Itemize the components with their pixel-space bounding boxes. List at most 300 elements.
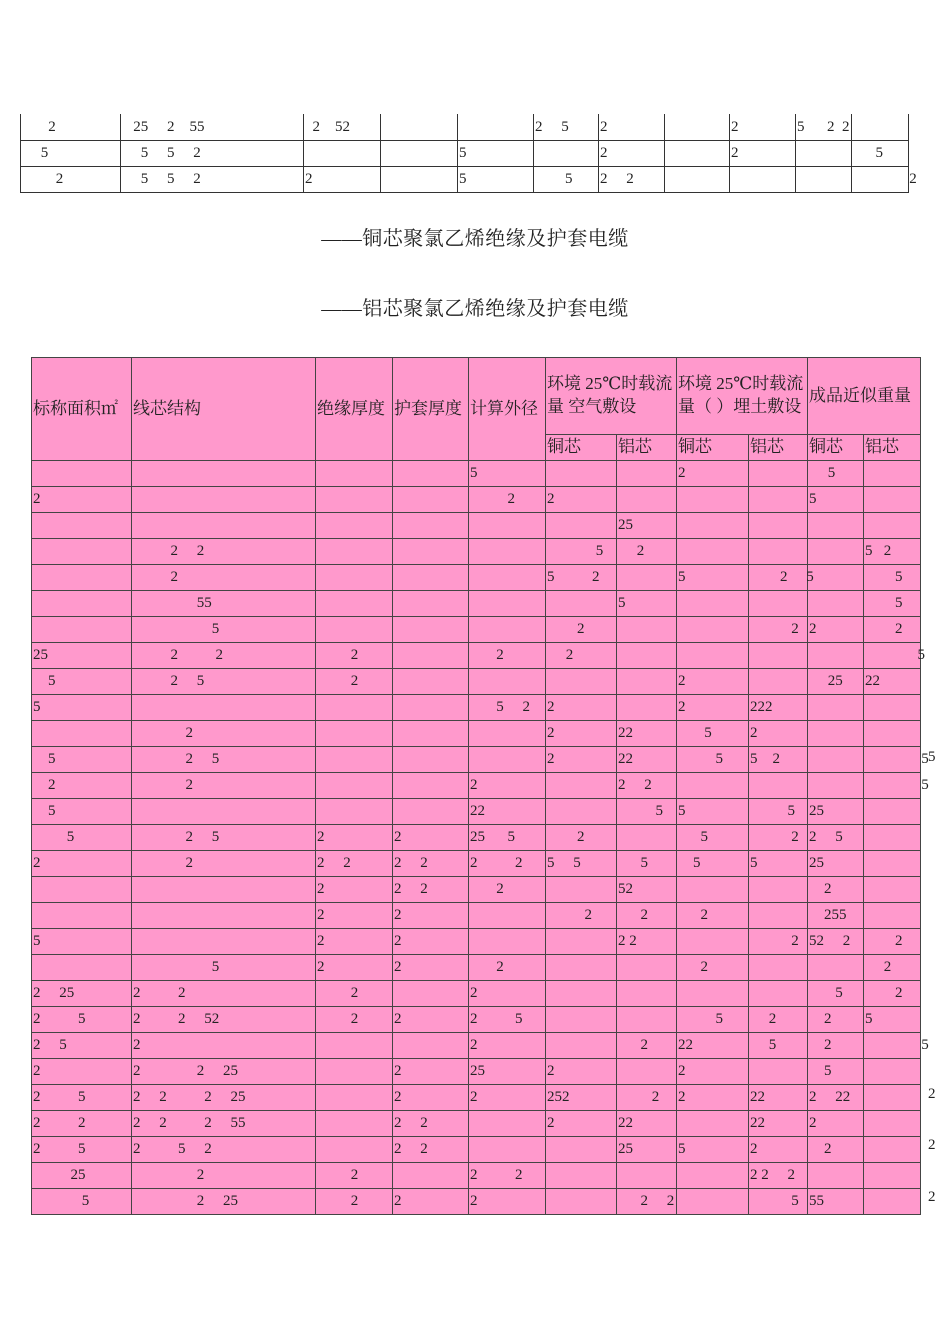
table-cell	[32, 539, 132, 565]
table-cell: 2	[316, 825, 393, 851]
table-cell: 2	[546, 1059, 617, 1085]
table-cell	[677, 1189, 749, 1215]
header-approx-weight: 成品近似重量	[808, 358, 921, 435]
table-cell	[393, 695, 469, 721]
table-cell	[677, 513, 749, 539]
top-table-cell: 5 5 2	[121, 141, 304, 167]
table-cell	[546, 1163, 617, 1189]
table-cell	[864, 825, 921, 851]
table-cell	[677, 591, 749, 617]
table-cell	[749, 487, 808, 513]
table-cell: 2	[469, 1033, 546, 1059]
table-cell: 5​2	[617, 877, 677, 903]
top-table-cell: 2	[730, 141, 796, 167]
table-cell	[316, 461, 393, 487]
table-cell: 2	[617, 539, 677, 565]
table-cell: 2	[546, 617, 617, 643]
table-cell: 2	[469, 981, 546, 1007]
table-cell: 25	[808, 851, 864, 877]
table-cell	[617, 981, 677, 1007]
table-cell: 2	[749, 721, 808, 747]
table-cell	[132, 487, 316, 513]
table-cell: 2 2 2 55	[132, 1111, 316, 1137]
table-cell: 5	[546, 539, 617, 565]
table-cell: 2 2 2 25	[132, 1085, 316, 1111]
table-cell	[469, 669, 546, 695]
table-cell	[32, 461, 132, 487]
table-cell	[132, 513, 316, 539]
table-cell: 5	[32, 929, 132, 955]
table-row	[32, 929, 921, 955]
header-ampacity-air: 环境 25℃时载流量 空气敷设	[546, 358, 677, 435]
table-cell: 5	[617, 591, 677, 617]
table-cell	[393, 487, 469, 513]
table-cell: 5	[32, 695, 132, 721]
top-table-cell	[665, 114, 730, 141]
table-cell	[864, 1189, 921, 1215]
table-row	[32, 877, 921, 903]
table-cell: 2	[32, 487, 132, 513]
table-cell	[316, 773, 393, 799]
top-table-cell: 5	[458, 141, 534, 167]
table-cell	[546, 877, 617, 903]
top-table-cell: 5 5 2	[121, 167, 304, 193]
table-cell	[808, 721, 864, 747]
table-cell	[749, 539, 808, 565]
table-cell: 2	[393, 825, 469, 851]
table-cell	[617, 955, 677, 981]
table-cell	[864, 461, 921, 487]
table-cell: 2	[393, 903, 469, 929]
table-cell: 52 2	[808, 929, 864, 955]
table-cell	[808, 955, 864, 981]
header-soil-aluminum: 铝芯	[749, 435, 808, 461]
table-cell	[546, 591, 617, 617]
table-cell: 5	[677, 747, 749, 773]
table-cell	[808, 513, 864, 539]
table-cell: 5	[808, 487, 864, 513]
table-cell	[32, 565, 132, 591]
table-cell: 2	[316, 955, 393, 981]
top-table-cell: 2	[21, 167, 121, 193]
table-cell: 5	[808, 981, 864, 1007]
table-cell: 2	[393, 1189, 469, 1215]
table-cell	[393, 539, 469, 565]
table-cell: 5	[864, 1033, 921, 1059]
table-cell: 2	[677, 903, 749, 929]
table-cell: 2	[546, 825, 617, 851]
table-cell: 2	[32, 851, 132, 877]
table-row	[32, 851, 921, 877]
table-row	[32, 799, 921, 825]
top-table-cell: 5	[534, 167, 599, 193]
table-cell	[677, 929, 749, 955]
table-cell	[393, 643, 469, 669]
table-cell: 5	[32, 747, 132, 773]
table-cell: 5	[32, 1189, 132, 1215]
table-cell: 5	[749, 799, 808, 825]
header-air-aluminum: 铝芯	[617, 435, 677, 461]
table-cell: 2	[469, 955, 546, 981]
table-cell: 5​5	[808, 1189, 864, 1215]
table-row	[32, 1163, 921, 1189]
table-cell	[749, 877, 808, 903]
table-cell: 2	[864, 955, 921, 981]
table-cell: 2	[316, 1163, 393, 1189]
table-cell: 2	[316, 903, 393, 929]
table-cell	[864, 487, 921, 513]
table-cell: 2	[546, 721, 617, 747]
table-cell: 2	[749, 929, 808, 955]
table-cell: 25	[808, 669, 864, 695]
table-cell: 5	[32, 825, 132, 851]
table-cell	[677, 487, 749, 513]
top-table-cell: 2 2	[599, 167, 665, 193]
top-table-cell: 2	[599, 114, 665, 141]
top-table-cell: 5	[458, 167, 534, 193]
table-cell: 5	[864, 1007, 921, 1033]
table-cell: 255	[808, 903, 864, 929]
table-cell	[617, 461, 677, 487]
table-cell	[546, 799, 617, 825]
table-cell	[617, 617, 677, 643]
table-cell: 2	[469, 487, 546, 513]
table-cell	[469, 721, 546, 747]
table-row	[32, 1111, 921, 1137]
table-cell: 222	[749, 695, 808, 721]
table-cell: 2 25	[32, 981, 132, 1007]
top-table-cell: 2	[599, 141, 665, 167]
table-cell: 2	[617, 1033, 677, 1059]
table-cell: 2 22	[808, 1085, 864, 1111]
table-cell	[393, 981, 469, 1007]
table-cell: 2	[546, 643, 617, 669]
table-cell: 25	[617, 513, 677, 539]
table-cell: 22	[617, 747, 677, 773]
table-cell	[617, 1059, 677, 1085]
table-cell	[749, 981, 808, 1007]
table-cell: 2	[316, 981, 393, 1007]
table-cell: 2 5	[32, 1007, 132, 1033]
table-cell: 2 2	[469, 851, 546, 877]
table-cell	[469, 929, 546, 955]
table-cell: 2 2	[132, 539, 316, 565]
table-cell	[546, 1007, 617, 1033]
caption-aluminum-cable: ——铝芯聚氯乙烯绝缘及护套电缆	[321, 298, 629, 320]
table-row	[32, 981, 921, 1007]
table-cell: 5 2	[546, 565, 617, 591]
table-cell	[316, 721, 393, 747]
table-cell: 22	[469, 799, 546, 825]
top-table-cell: 5 2 2	[796, 114, 852, 141]
table-cell	[546, 513, 617, 539]
table-cell: 2 2 2	[749, 1163, 808, 1189]
top-table-cell	[665, 167, 730, 193]
table-cell: 2	[617, 903, 677, 929]
caption-copper-cable: ——铜芯聚氯乙烯绝缘及护套电缆	[321, 228, 629, 250]
table-cell: 5	[864, 747, 921, 773]
header-calc-outer-diameter: 计算外径	[469, 358, 546, 461]
table-cell	[617, 1163, 677, 1189]
table-cell	[393, 591, 469, 617]
top-table-cell: 2	[730, 114, 796, 141]
table-cell	[132, 695, 316, 721]
table-cell: 25	[32, 1163, 132, 1189]
table-cell: 5	[749, 1033, 808, 1059]
table-cell	[808, 643, 864, 669]
table-cell: 22	[677, 1033, 749, 1059]
table-cell	[393, 669, 469, 695]
table-cell: 5	[677, 721, 749, 747]
table-cell: 2 5	[32, 1137, 132, 1163]
table-cell	[617, 825, 677, 851]
top-table-cell	[730, 167, 796, 193]
table-cell	[808, 695, 864, 721]
table-cell: 2	[469, 877, 546, 903]
table-cell: 5 5	[546, 851, 617, 877]
table-cell	[32, 955, 132, 981]
table-cell	[617, 695, 677, 721]
table-cell: 2 5 2	[132, 1137, 316, 1163]
table-cell: 2	[677, 955, 749, 981]
top-table-cell: 5	[852, 141, 909, 167]
table-cell: 25	[32, 643, 132, 669]
table-cell	[32, 513, 132, 539]
top-table-cell	[381, 114, 458, 141]
header-sheath-thickness: 护套厚度	[393, 358, 469, 461]
table-cell: 5	[617, 851, 677, 877]
table-row	[32, 487, 921, 513]
table-cell: 2	[677, 1085, 749, 1111]
table-cell: 2 2	[393, 877, 469, 903]
table-row	[32, 461, 921, 487]
table-cell: 2	[469, 773, 546, 799]
table-cell	[32, 591, 132, 617]
table-cell: 5 2	[469, 695, 546, 721]
table-cell	[864, 877, 921, 903]
table-cell	[546, 1189, 617, 1215]
table-cell	[393, 461, 469, 487]
table-cell: 2	[393, 1059, 469, 1085]
table-cell	[864, 1059, 921, 1085]
top-table-row	[21, 114, 909, 141]
table-cell: 2	[546, 903, 617, 929]
outside-margin-value: 5	[928, 748, 936, 765]
table-cell: 2	[316, 669, 393, 695]
table-cell: 2 2	[469, 1163, 546, 1189]
table-cell: 2	[808, 1111, 864, 1137]
table-cell	[864, 799, 921, 825]
table-cell: 5	[864, 565, 921, 591]
table-cell: 2 5	[749, 565, 808, 591]
table-cell: 2 5	[808, 825, 864, 851]
table-cell	[393, 773, 469, 799]
table-cell	[393, 565, 469, 591]
table-cell	[617, 669, 677, 695]
table-cell	[469, 539, 546, 565]
table-cell: 2 25	[132, 1189, 316, 1215]
table-cell: 5 2	[864, 539, 921, 565]
table-cell: 2	[808, 1033, 864, 1059]
table-cell	[316, 539, 393, 565]
table-cell	[808, 747, 864, 773]
table-cell: 2	[864, 981, 921, 1007]
table-cell	[469, 747, 546, 773]
table-cell: 2	[808, 1137, 864, 1163]
table-cell	[393, 617, 469, 643]
outside-margin-value: 2	[928, 1085, 936, 1102]
table-cell: 2 2 25	[132, 1059, 316, 1085]
table-cell: 2	[132, 851, 316, 877]
table-cell	[316, 513, 393, 539]
table-cell	[316, 487, 393, 513]
table-cell	[393, 1163, 469, 1189]
table-cell	[546, 929, 617, 955]
table-cell	[864, 513, 921, 539]
table-cell: 2 5	[32, 1085, 132, 1111]
table-cell	[32, 877, 132, 903]
table-cell	[749, 643, 808, 669]
table-cell	[316, 799, 393, 825]
table-cell	[677, 617, 749, 643]
outside-margin-value: 2	[928, 1137, 936, 1154]
table-cell: 2	[316, 1007, 393, 1033]
table-cell	[677, 1163, 749, 1189]
top-table-cell: 2	[304, 167, 381, 193]
table-cell: 2	[393, 955, 469, 981]
table-cell: 2	[316, 1189, 393, 1215]
table-cell: 2	[808, 617, 864, 643]
table-cell	[677, 1111, 749, 1137]
table-cell	[469, 1111, 546, 1137]
table-cell	[864, 851, 921, 877]
table-cell	[749, 591, 808, 617]
top-table-row	[21, 141, 909, 167]
table-row	[32, 1033, 921, 1059]
table-cell	[316, 1085, 393, 1111]
table-cell	[32, 721, 132, 747]
table-cell	[316, 565, 393, 591]
table-cell: 2	[316, 643, 393, 669]
table-cell: 2	[316, 929, 393, 955]
table-cell	[393, 747, 469, 773]
table-cell	[808, 773, 864, 799]
table-row	[32, 1189, 921, 1215]
header-ampacity-soil: 环境 25℃时载流量（ ）埋土敷设	[677, 358, 808, 435]
table-row	[32, 955, 921, 981]
top-table-row	[21, 167, 909, 193]
table-cell: 2 2 52	[132, 1007, 316, 1033]
table-cell: 2	[546, 1111, 617, 1137]
table-cell: 2	[677, 695, 749, 721]
table-row	[32, 695, 921, 721]
table-row	[32, 1059, 921, 1085]
table-cell: 2	[132, 721, 316, 747]
table-cell: 5	[677, 1137, 749, 1163]
table-cell: 2	[546, 747, 617, 773]
table-cell: 2	[469, 1189, 546, 1215]
table-cell	[749, 669, 808, 695]
table-row	[32, 617, 921, 643]
table-cell: 5	[864, 643, 921, 669]
table-cell: 2 2	[316, 851, 393, 877]
header-nominal-area: 标称面积㎡	[32, 358, 132, 461]
table-cell: 2 5	[132, 747, 316, 773]
table-row	[32, 1137, 921, 1163]
table-cell: 5	[32, 669, 132, 695]
table-cell	[677, 877, 749, 903]
table-cell	[546, 669, 617, 695]
table-cell	[469, 565, 546, 591]
table-cell	[864, 1111, 921, 1137]
table-cell	[864, 695, 921, 721]
table-cell: 2	[32, 1059, 132, 1085]
table-cell: 5	[749, 851, 808, 877]
table-row	[32, 513, 921, 539]
table-cell: 5	[677, 799, 749, 825]
table-cell: 2 2	[393, 851, 469, 877]
table-cell	[316, 1033, 393, 1059]
table-cell: 5	[864, 773, 921, 799]
table-cell: 25	[617, 1137, 677, 1163]
table-cell	[546, 1137, 617, 1163]
table-cell: 5	[132, 617, 316, 643]
table-cell: 5	[469, 461, 546, 487]
header-core-structure: 线芯结构	[132, 358, 316, 461]
table-cell	[808, 565, 864, 591]
table-cell: 2	[393, 1007, 469, 1033]
table-cell: 5	[677, 851, 749, 877]
table-cell	[132, 929, 316, 955]
table-row	[32, 591, 921, 617]
table-row	[32, 539, 921, 565]
table-row	[32, 747, 921, 773]
table-cell	[393, 513, 469, 539]
table-cell: 5	[617, 799, 677, 825]
table-cell: 2	[749, 1007, 808, 1033]
table-cell: 5	[32, 799, 132, 825]
top-table-cell: 2​5 2 55	[121, 114, 304, 141]
table-cell	[749, 773, 808, 799]
table-cell: 2​5	[808, 799, 864, 825]
table-cell	[617, 565, 677, 591]
table-cell	[32, 903, 132, 929]
table-cell: 5	[677, 565, 749, 591]
top-table-cell: 2	[21, 114, 121, 141]
table-cell	[132, 461, 316, 487]
table-cell	[749, 513, 808, 539]
table-cell: 2 2	[617, 929, 677, 955]
header-weight-aluminum: 铝芯	[864, 435, 921, 461]
table-cell	[316, 617, 393, 643]
header-air-copper: 铜芯	[546, 435, 617, 461]
table-cell: 2 2	[617, 773, 677, 799]
table-cell: 2	[677, 1059, 749, 1085]
table-row	[32, 773, 921, 799]
table-cell	[546, 461, 617, 487]
table-cell	[617, 487, 677, 513]
table-cell	[546, 955, 617, 981]
table-cell	[546, 981, 617, 1007]
top-table-cell	[534, 141, 599, 167]
table-cell	[469, 903, 546, 929]
table-cell: 2 2	[393, 1111, 469, 1137]
table-cell: 2 2	[617, 1189, 677, 1215]
table-cell: 22	[864, 669, 921, 695]
top-table-cell	[458, 114, 534, 141]
table-cell: 2	[316, 877, 393, 903]
header-insulation-thickness: 绝缘厚度	[316, 358, 393, 461]
